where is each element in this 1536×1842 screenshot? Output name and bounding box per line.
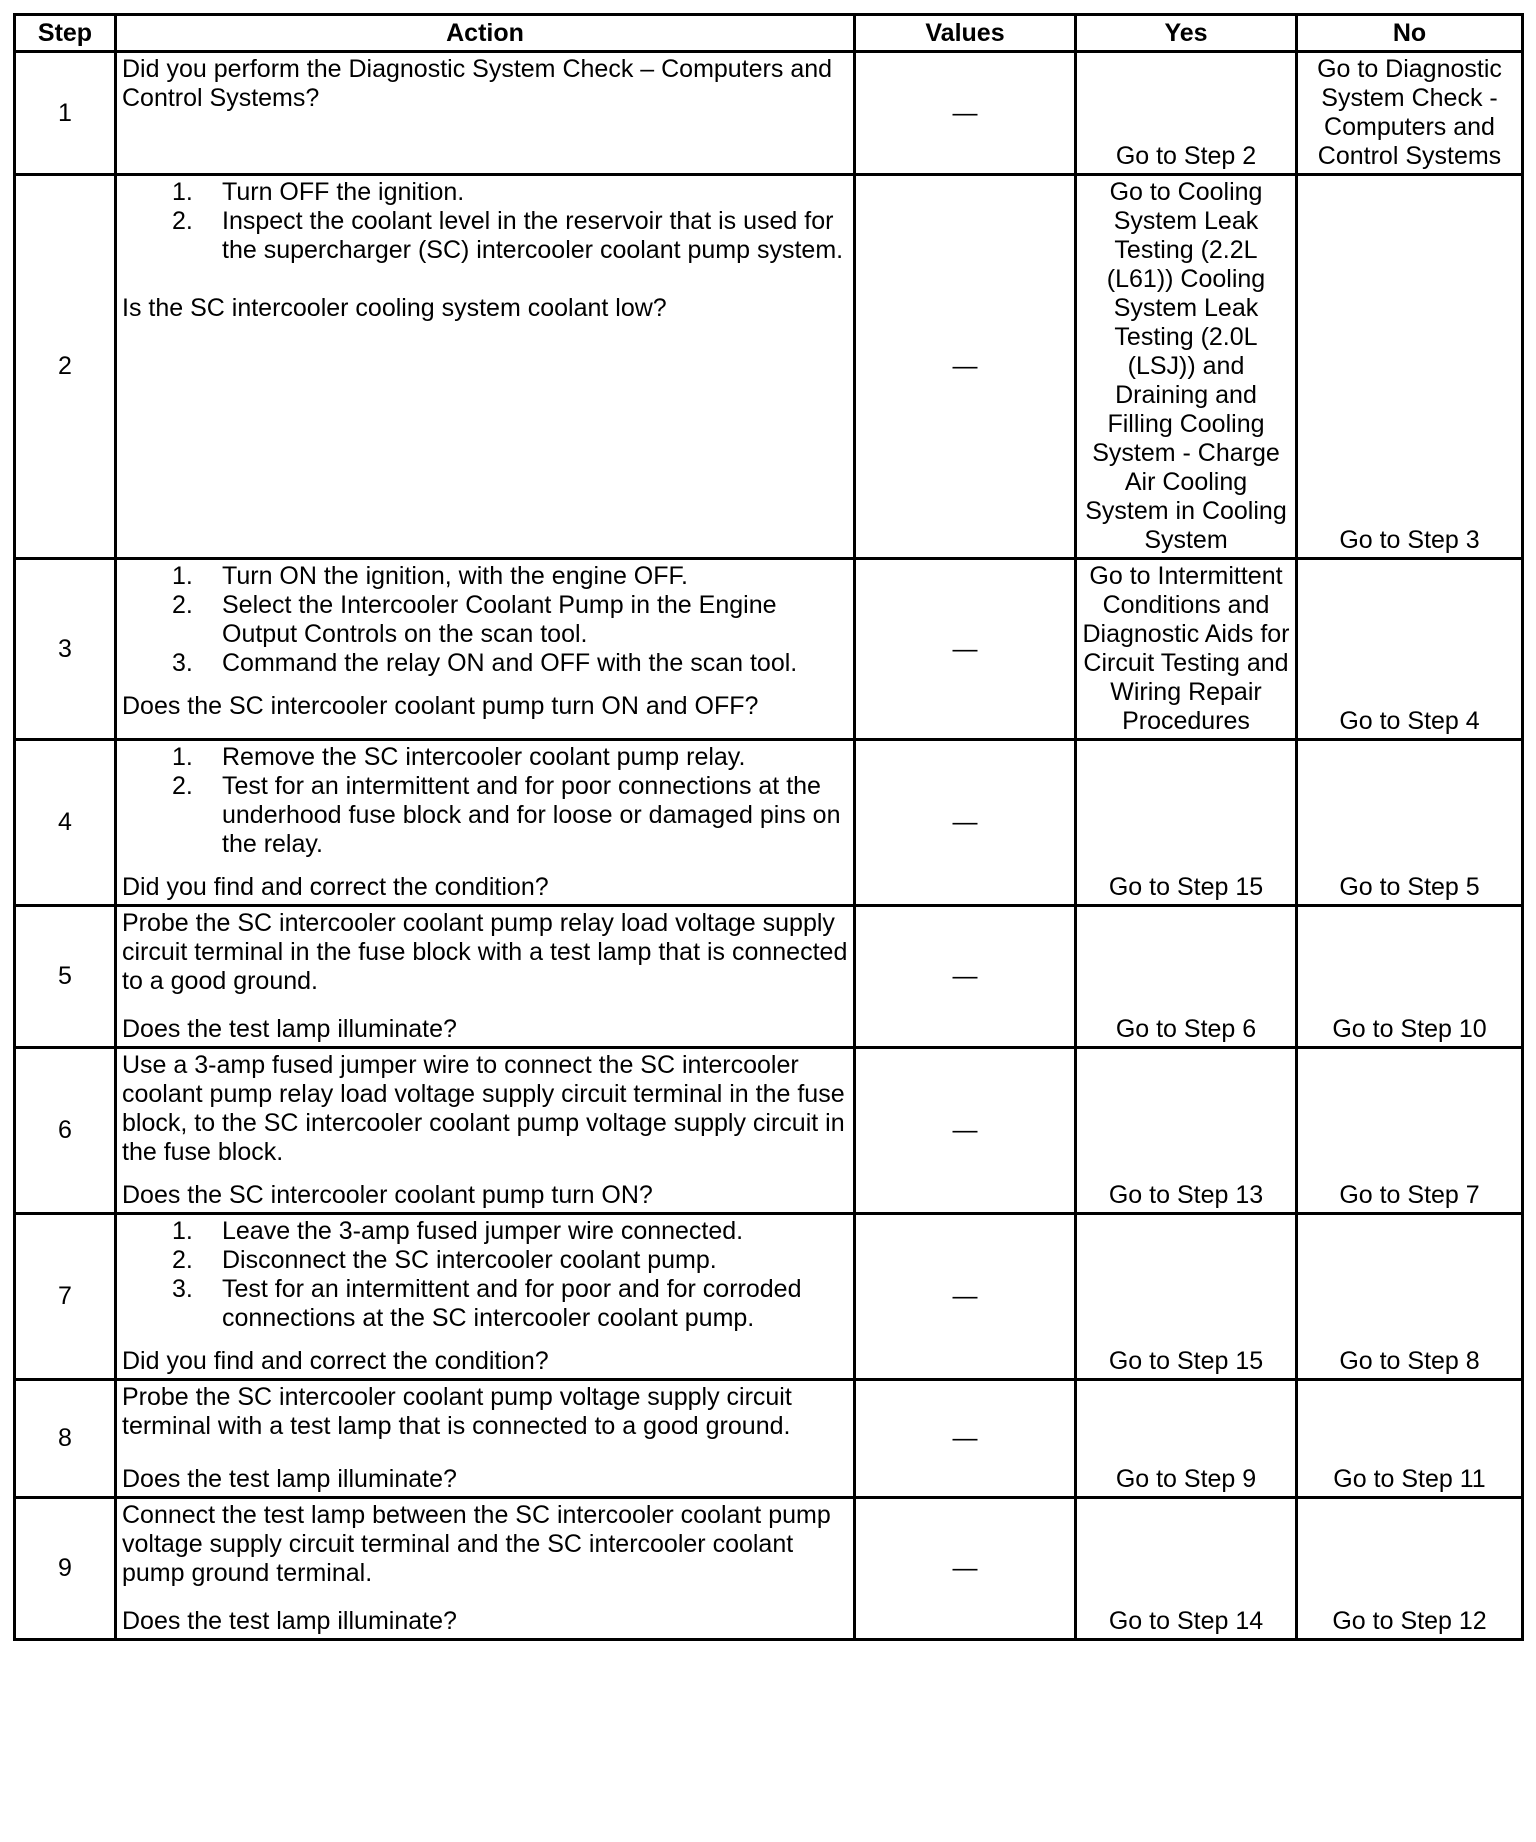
- step-item-number: 1.: [172, 1217, 193, 1245]
- step-item-number: 2.: [172, 772, 193, 800]
- table-row: [15, 175, 1523, 559]
- header-values: Values: [855, 15, 1076, 52]
- step-item-text: Select the Intercooler Coolant Pump in the Engine Output Controls on the scan tool.: [222, 591, 777, 648]
- yes-result: Go to Step 15: [1076, 740, 1297, 906]
- action-question: Does the test lamp illuminate?: [122, 1465, 457, 1493]
- yes-result: Go to Step 9: [1076, 1380, 1297, 1498]
- action-content: [122, 743, 848, 902]
- action-content: [122, 562, 848, 721]
- header-step: Step: [15, 15, 116, 52]
- yes-result: Go to Step 2: [1076, 52, 1297, 175]
- action-step-item: [122, 1246, 848, 1275]
- action-cell: [116, 906, 855, 1048]
- values-cell: —: [855, 52, 1076, 175]
- step-item-number: 3.: [172, 1275, 193, 1303]
- action-steps-list: [122, 743, 848, 859]
- table-row: [15, 1380, 1523, 1498]
- action-question: Does the SC intercooler coolant pump turn ON?: [122, 1181, 653, 1209]
- action-steps-list: [122, 178, 848, 265]
- step-item-text: Inspect the coolant level in the reservoir that is used for the supercharger (SC) intercooler coolant pump system.: [222, 207, 844, 264]
- values-cell: —: [855, 175, 1076, 559]
- action-content: [122, 1051, 848, 1210]
- step-item-text: Disconnect the SC intercooler coolant pump.: [222, 1246, 717, 1274]
- step-number: 7: [15, 1214, 116, 1380]
- action-question: Did you find and correct the condition?: [122, 873, 549, 901]
- header-action: Action: [116, 15, 855, 52]
- step-number: 4: [15, 740, 116, 906]
- action-question: Is the SC intercooler cooling system coolant low?: [122, 294, 667, 322]
- step-item-text: Turn OFF the ignition.: [222, 178, 465, 206]
- action-step-item: [122, 772, 848, 859]
- action-question: Does the SC intercooler coolant pump turn ON and OFF?: [122, 692, 759, 720]
- header-no: No: [1297, 15, 1523, 52]
- step-number: 9: [15, 1498, 116, 1640]
- action-content: [122, 1217, 848, 1376]
- table-row: [15, 740, 1523, 906]
- action-content: [122, 1383, 848, 1494]
- no-result: Go to Step 3: [1297, 175, 1523, 559]
- action-step-item: [122, 1275, 848, 1333]
- no-result: Go to Step 8: [1297, 1214, 1523, 1380]
- table-row: [15, 52, 1523, 175]
- step-number: 2: [15, 175, 116, 559]
- no-result: Go to Step 4: [1297, 559, 1523, 740]
- step-item-number: 3.: [172, 649, 193, 677]
- action-step-item: [122, 743, 848, 772]
- action-cell: [116, 52, 855, 175]
- action-text: Did you perform the Diagnostic System Check – Computers and Control Systems?: [122, 55, 833, 112]
- yes-result: Go to Step 6: [1076, 906, 1297, 1048]
- action-cell: [116, 1048, 855, 1214]
- action-text: Use a 3-amp fused jumper wire to connect the SC intercooler coolant pump relay load voltage supply circuit terminal in the fuse block, to the SC intercooler coolant pump voltage supply circuit in the fuse block.: [122, 1051, 845, 1166]
- action-question: Does the test lamp illuminate?: [122, 1607, 457, 1635]
- action-cell: [116, 559, 855, 740]
- table-row: [15, 1498, 1523, 1640]
- step-item-text: Leave the 3-amp fused jumper wire connected.: [222, 1217, 744, 1245]
- header-yes: Yes: [1076, 15, 1297, 52]
- values-cell: —: [855, 1048, 1076, 1214]
- action-question: Did you find and correct the condition?: [122, 1347, 549, 1375]
- header-row: [15, 15, 1523, 52]
- action-step-item: [122, 1217, 848, 1246]
- table-row: [15, 906, 1523, 1048]
- step-number: 8: [15, 1380, 116, 1498]
- step-item-text: Remove the SC intercooler coolant pump relay.: [222, 743, 746, 771]
- action-cell: [116, 1380, 855, 1498]
- no-result: Go to Step 7: [1297, 1048, 1523, 1214]
- table-row: [15, 559, 1523, 740]
- action-cell: [116, 1214, 855, 1380]
- step-item-number: 1.: [172, 743, 193, 771]
- step-number: 5: [15, 906, 116, 1048]
- yes-result: Go to Step 13: [1076, 1048, 1297, 1214]
- step-item-text: Test for an intermittent and for poor and for corroded connections at the SC intercooler coolant pump.: [222, 1275, 802, 1332]
- step-number: 3: [15, 559, 116, 740]
- no-result: Go to Diagnostic System Check - Computers and Control Systems: [1297, 52, 1523, 175]
- table-row: [15, 1214, 1523, 1380]
- action-question: Does the test lamp illuminate?: [122, 1015, 457, 1043]
- step-number: 6: [15, 1048, 116, 1214]
- values-cell: —: [855, 1498, 1076, 1640]
- step-item-number: 1.: [172, 178, 193, 206]
- action-cell: [116, 175, 855, 559]
- step-item-number: 2.: [172, 1246, 193, 1274]
- no-result: Go to Step 12: [1297, 1498, 1523, 1640]
- yes-result: Go to Cooling System Leak Testing (2.2L (L61)) Cooling System Leak Testing (2.0L (LSJ)) and Draining and Filling Cooling System - Charge Air Cooling System in Cooling System: [1076, 175, 1297, 559]
- step-number: 1: [15, 52, 116, 175]
- action-step-item: [122, 562, 848, 591]
- step-item-text: Turn ON the ignition, with the engine OFF.: [222, 562, 688, 590]
- action-step-item: [122, 591, 848, 649]
- step-item-number: 2.: [172, 207, 193, 235]
- action-cell: [116, 740, 855, 906]
- no-result: Go to Step 11: [1297, 1380, 1523, 1498]
- step-item-text: Test for an intermittent and for poor connections at the underhood fuse block and for loose or damaged pins on the relay.: [222, 772, 841, 858]
- action-text: Probe the SC intercooler coolant pump voltage supply circuit terminal with a test lamp that is connected to a good ground.: [122, 1383, 792, 1440]
- action-content: [122, 55, 848, 157]
- action-text: Probe the SC intercooler coolant pump relay load voltage supply circuit terminal in the fuse block with a test lamp that is connected to a good ground.: [122, 909, 848, 995]
- diagnostic-table: [13, 13, 1524, 1641]
- action-content: [122, 909, 848, 1044]
- action-step-item: [122, 207, 848, 265]
- values-cell: —: [855, 740, 1076, 906]
- table-row: [15, 1048, 1523, 1214]
- action-content: [122, 178, 848, 501]
- action-steps-list: [122, 562, 848, 678]
- step-item-number: 1.: [172, 562, 193, 590]
- step-item-text: Command the relay ON and OFF with the scan tool.: [222, 649, 798, 677]
- values-cell: —: [855, 1214, 1076, 1380]
- action-text: Connect the test lamp between the SC intercooler coolant pump voltage supply circuit terminal and the SC intercooler coolant pump ground terminal.: [122, 1501, 831, 1587]
- values-cell: —: [855, 559, 1076, 740]
- action-cell: [116, 1498, 855, 1640]
- values-cell: —: [855, 1380, 1076, 1498]
- action-content: [122, 1501, 848, 1636]
- action-step-item: [122, 178, 848, 207]
- values-cell: —: [855, 906, 1076, 1048]
- yes-result: Go to Step 14: [1076, 1498, 1297, 1640]
- action-steps-list: [122, 1217, 848, 1333]
- no-result: Go to Step 5: [1297, 740, 1523, 906]
- yes-result: Go to Step 15: [1076, 1214, 1297, 1380]
- step-item-number: 2.: [172, 591, 193, 619]
- yes-result: Go to Intermittent Conditions and Diagnostic Aids for Circuit Testing and Wiring Repair Procedures: [1076, 559, 1297, 740]
- no-result: Go to Step 10: [1297, 906, 1523, 1048]
- action-step-item: [122, 649, 848, 678]
